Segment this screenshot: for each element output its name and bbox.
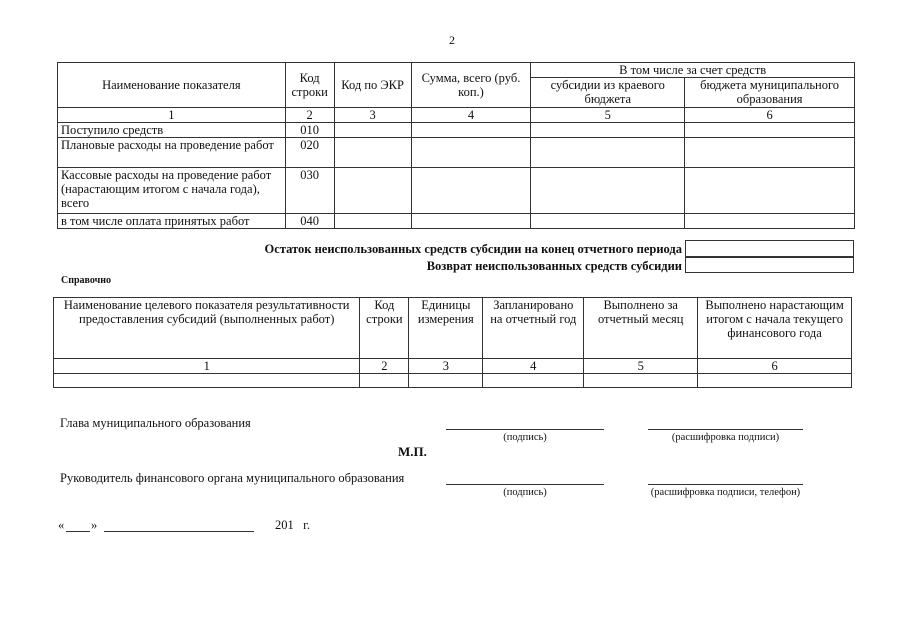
table-row	[58, 168, 855, 214]
cell-regional[interactable]	[531, 214, 685, 229]
header-code-ekr: Код по ЭКР	[334, 63, 411, 108]
cell-regional[interactable]	[531, 123, 685, 138]
cell-ekr[interactable]	[334, 214, 411, 229]
date-month-field[interactable]	[104, 531, 254, 532]
finance-decode-caption: (расшифровка подписи, телефон)	[650, 487, 801, 498]
table-row	[58, 123, 855, 138]
col-number: 2	[360, 359, 409, 374]
table-row	[58, 214, 855, 229]
cell-planned[interactable]	[483, 374, 584, 388]
table-row	[58, 138, 855, 168]
head-decode-line[interactable]	[648, 429, 803, 430]
header-including: В том числе за счет средств	[531, 63, 855, 78]
row-code: 010	[285, 123, 334, 138]
col-number: 6	[698, 359, 852, 374]
col-number: 2	[285, 108, 334, 123]
cell-ekr[interactable]	[334, 123, 411, 138]
header-planned: Запланировано на отчетный год	[483, 298, 584, 359]
cell-municipal[interactable]	[685, 138, 855, 168]
row-name: Кассовые расходы на проведение работ (нарастающим итогом с начала года), всего	[58, 168, 286, 214]
head-signature-line[interactable]	[446, 429, 604, 430]
cell-sum[interactable]	[411, 123, 531, 138]
row-name: Поступило средств	[58, 123, 286, 138]
funds-table	[57, 62, 855, 229]
table-row	[54, 374, 852, 388]
head-label: Глава муниципального образования	[60, 416, 251, 430]
row-code: 020	[285, 138, 334, 168]
row-name: в том числе оплата принятых работ	[58, 214, 286, 229]
col-number: 4	[411, 108, 531, 123]
return-label: Возврат неиспользованных средств субсидии	[426, 259, 682, 273]
date-day-field[interactable]	[66, 531, 90, 532]
finance-decode-line[interactable]	[648, 484, 803, 485]
header-target-name: Наименование целевого показателя результативности предоставления субсидий (выполненных работ)	[54, 298, 360, 359]
performance-table	[53, 297, 852, 388]
cell-municipal[interactable]	[685, 214, 855, 229]
cell-units[interactable]	[409, 374, 483, 388]
cell-code[interactable]	[360, 374, 409, 388]
head-signature-caption: (подпись)	[503, 432, 547, 443]
balance-label: Остаток неиспользованных средств субсидии на конец отчетного периода	[264, 242, 682, 256]
col-number: 3	[334, 108, 411, 123]
finance-signature-caption: (подпись)	[503, 487, 547, 498]
cell-sum[interactable]	[411, 214, 531, 229]
col-number: 3	[409, 359, 483, 374]
header-sum: Сумма, всего (руб. коп.)	[411, 63, 531, 108]
col-number: 5	[531, 108, 685, 123]
row-name: Плановые расходы на проведение работ	[58, 138, 286, 168]
col-number: 6	[685, 108, 855, 123]
col-number: 5	[584, 359, 698, 374]
cell-regional[interactable]	[531, 168, 685, 214]
header-name: Наименование показателя	[58, 63, 286, 108]
header-units: Единицы измерения	[409, 298, 483, 359]
head-decode-caption: (расшифровка подписи)	[671, 432, 780, 443]
cell-ekr[interactable]	[334, 168, 411, 214]
header-regional: субсидии из краевого бюджета	[531, 78, 685, 108]
header-done-month: Выполнено за отчетный месяц	[584, 298, 698, 359]
stamp-label: М.П.	[398, 444, 427, 459]
cell-sum[interactable]	[411, 138, 531, 168]
header-code-row: Код строки	[285, 63, 334, 108]
row-code: 040	[285, 214, 334, 229]
cell-done-cumulative[interactable]	[698, 374, 852, 388]
header-municipal: бюджета муниципального образования	[685, 78, 855, 108]
page-number: 2	[449, 33, 455, 47]
col-number: 4	[483, 359, 584, 374]
finance-label: Руководитель финансового органа муниципального образования	[60, 471, 405, 485]
col-number: 1	[58, 108, 286, 123]
header-code-row: Код строки	[360, 298, 409, 359]
date-year: 201 г.	[275, 518, 310, 532]
cell-sum[interactable]	[411, 168, 531, 214]
date-close-quote: »	[91, 518, 98, 532]
finance-signature-line[interactable]	[446, 484, 604, 485]
col-number: 1	[54, 359, 360, 374]
cell-ekr[interactable]	[334, 138, 411, 168]
return-field[interactable]	[685, 256, 854, 273]
row-code: 030	[285, 168, 334, 214]
cell-municipal[interactable]	[685, 168, 855, 214]
header-done-cumulative: Выполнено нарастающим итогом с начала текущего финансового года	[698, 298, 852, 359]
date-open-quote: «	[58, 518, 65, 532]
cell-regional[interactable]	[531, 138, 685, 168]
cell-done-month[interactable]	[584, 374, 698, 388]
cell-target-name[interactable]	[54, 374, 360, 388]
cell-municipal[interactable]	[685, 123, 855, 138]
reference-label: Справочно	[61, 275, 112, 286]
